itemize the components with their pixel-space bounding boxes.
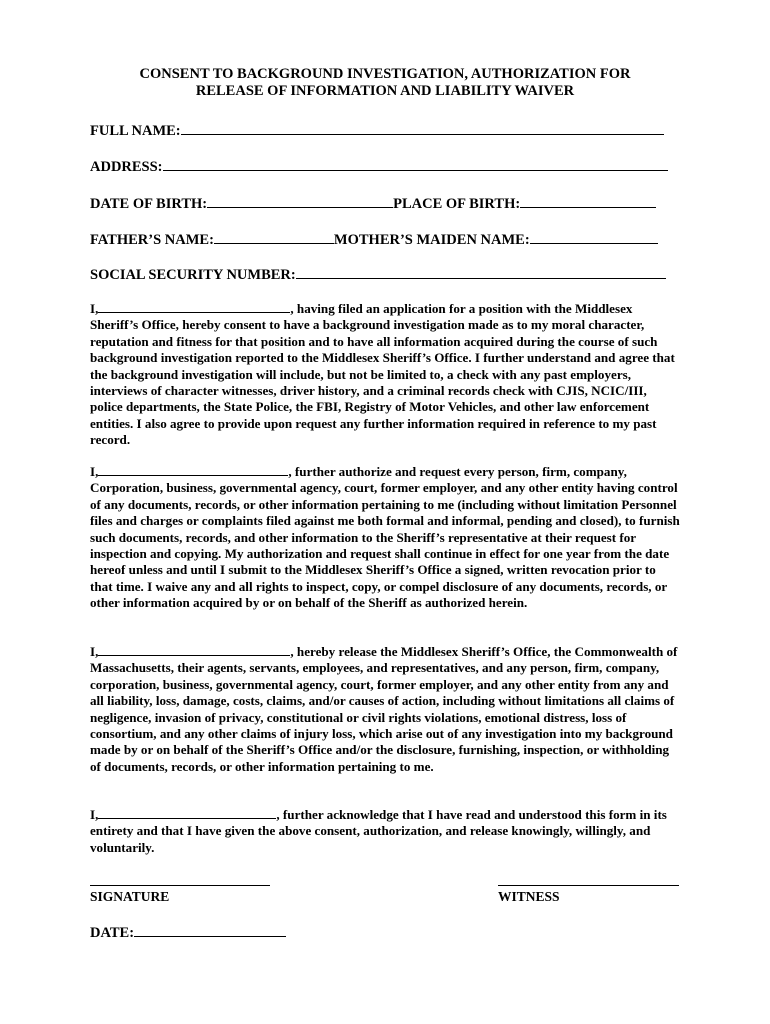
authorization-text: , further authorize and request every person, firm, company, Corporation, business, governmental agency, court, former employer, and any other entity having control of any documents, records, or other information pertaining to me (including without limitation Personnel files and charges or complaints filed against me both formal and informal, pending and closed), to furnish such documents, records, and other information to the Sheriff’s representative at their request for inspection and copying. My authorization and request shall continue in effect for one year from the date hereof unless and until I submit to the Middlesex Sheriff’s Office a signed, written revocation prior to that time. I waive any and all rights to inspect, copy, or compel disclosure of any documents, records, or other information acquired by or on behalf of the Sheriff as authorized herein. xyxy=(90,464,680,611)
address-field[interactable] xyxy=(163,157,668,171)
pob-field[interactable] xyxy=(520,194,656,208)
acknowledgement-name-field[interactable] xyxy=(98,806,276,819)
ssn-row xyxy=(90,265,666,284)
full-name-label: FULL NAME: xyxy=(90,123,181,139)
consent-name-field[interactable] xyxy=(98,300,290,313)
form-title-line-2: RELEASE OF INFORMATION AND LIABILITY WAIVER xyxy=(195,83,575,99)
consent-prefix: I, xyxy=(90,301,99,316)
acknowledgement-paragraph xyxy=(90,806,680,856)
acknowledgement-prefix: I, xyxy=(90,807,99,822)
address-row xyxy=(90,157,668,176)
release-prefix: I, xyxy=(90,644,99,659)
consent-paragraph xyxy=(90,300,680,449)
birth-row xyxy=(90,194,656,213)
mother-label: MOTHER’S MAIDEN NAME: xyxy=(333,232,530,248)
consent-text: , having filed an application for a position with the Middlesex Sheriff’s Office, hereby consent to have a background investigation made as to my moral character, reputation and fitness for that position and to have all information acquired during the course of such background investigation reported to the Middlesex Sheriff’s Office. I further understand and agree that the background investigation will include, but not be limited to, a check with any past employers, interviews of character witnesses, driver history, and a criminal records check with CJIS, NCIC/III, police departments, the State Police, the FBI, Registry of Motor Vehicles, and other law enforcement entities. I also agree to provide upon request any further information required in reference to my past record. xyxy=(90,301,675,448)
pob-label: PLACE OF BIRTH: xyxy=(393,196,521,212)
authorization-name-field[interactable] xyxy=(98,463,288,476)
authorization-paragraph xyxy=(90,463,680,612)
release-name-field[interactable] xyxy=(98,643,290,656)
release-paragraph xyxy=(90,643,680,775)
form-title-line-1: CONSENT TO BACKGROUND INVESTIGATION, AUTHORIZATION FOR xyxy=(139,66,631,82)
address-label: ADDRESS: xyxy=(90,159,163,175)
authorization-prefix: I, xyxy=(90,464,99,479)
dob-field[interactable] xyxy=(207,194,393,208)
ssn-field[interactable] xyxy=(296,265,666,279)
parents-row xyxy=(90,230,658,249)
mother-field[interactable] xyxy=(530,230,658,244)
date-row xyxy=(90,923,286,942)
release-text: , hereby release the Middlesex Sheriff’s Office, the Commonwealth of Massachusetts, their agents, servants, employees, and representatives, and any person, firm, company, corporation, business, governmental agency, court, former employer, and any other entity from any and all liability, loss, damage, costs, claims, and/or causes of action, including without limitations all claims of negligence, invasion of privacy, constitutional or civil rights violations, emotional distress, loss of consortium, and any other claims of injury loss, which arise out of any investigation into my background made by or on behalf of the Sheriff’s Office and/or the disclosure, furnishing, inspection, or withholding of documents, records, or other information pertaining to me. xyxy=(90,644,678,774)
dob-label: DATE OF BIRTH: xyxy=(90,196,208,212)
acknowledgement-text: , further acknowledge that I have read and understood this form in its entirety and that I have given the above consent, authorization, and release knowingly, willingly, and voluntarily. xyxy=(90,807,667,855)
witness-line[interactable] xyxy=(498,885,679,886)
father-field[interactable] xyxy=(214,230,334,244)
father-label: FATHER’S NAME: xyxy=(90,232,214,248)
signature-line[interactable] xyxy=(90,885,270,886)
date-label: DATE: xyxy=(90,925,135,941)
full-name-row xyxy=(90,121,664,140)
signature-label: SIGNATURE xyxy=(90,889,170,904)
full-name-field[interactable] xyxy=(181,121,664,135)
witness-label: WITNESS xyxy=(498,889,560,904)
ssn-label: SOCIAL SECURITY NUMBER: xyxy=(90,267,296,283)
date-field[interactable] xyxy=(134,923,286,937)
